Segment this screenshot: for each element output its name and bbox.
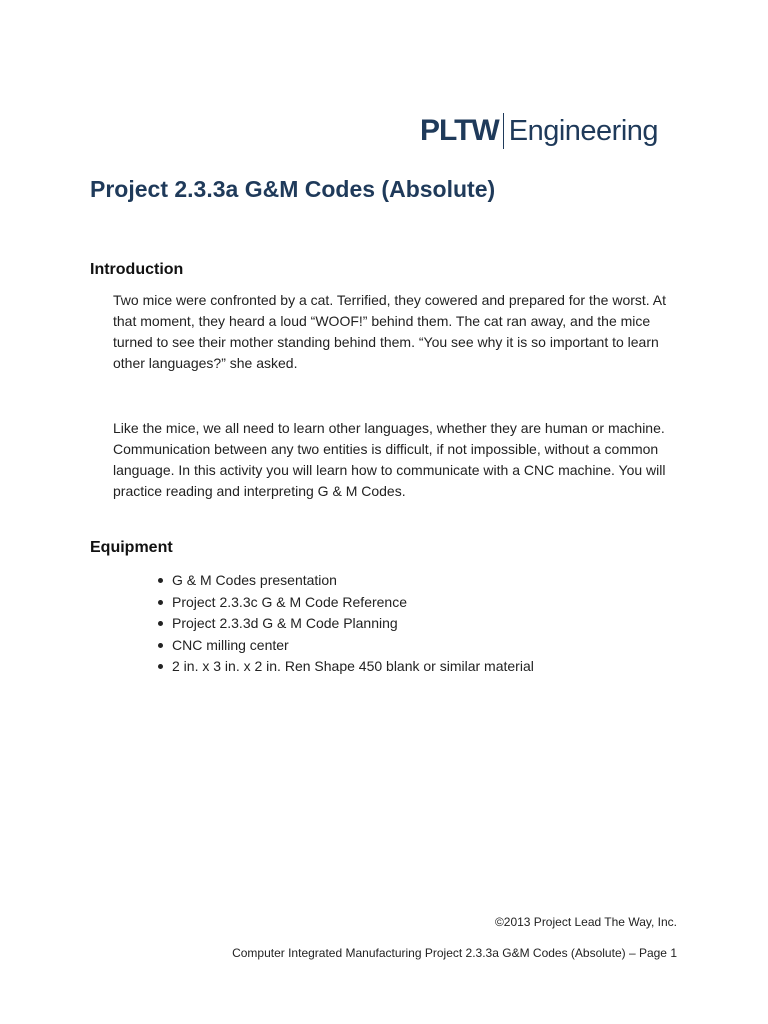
equipment-list: [155, 570, 534, 678]
equipment-heading: Equipment: [90, 539, 173, 556]
introduction-paragraph-2: Like the mice, we all need to learn other languages, whether they are human or machine. Communication between any two entities is difficult, if not impossible, without a common language. In this activity you will learn how to communicate with a CNC machine. You will practice reading and interpreting G & M Codes.: [113, 420, 666, 499]
logo-brand-text: PLTW: [420, 114, 499, 147]
page-footer: Computer Integrated Manufacturing Project 2.3.3a G&M Codes (Absolute) – Page 1: [232, 946, 677, 960]
equipment-list-item: 2 in. x 3 in. x 2 in. Ren Shape 450 blank or similar material: [155, 656, 534, 678]
logo-program-text: Engineering: [508, 115, 659, 147]
equipment-list-item: CNC milling center: [155, 635, 534, 657]
copyright-notice: ©2013 Project Lead The Way, Inc.: [494, 915, 677, 929]
equipment-list-item: G & M Codes presentation: [155, 570, 534, 592]
document-title: Project 2.3.3a G&M Codes (Absolute): [90, 176, 496, 202]
introduction-heading: Introduction: [90, 261, 184, 278]
pltw-engineering-logo: [420, 111, 658, 151]
equipment-list-item: Project 2.3.3d G & M Code Planning: [155, 613, 534, 635]
equipment-list-item: Project 2.3.3c G & M Code Reference: [155, 592, 534, 614]
logo-divider: [503, 113, 504, 149]
introduction-paragraph-1: Two mice were confronted by a cat. Terrified, they cowered and prepared for the worst. At that moment, they heard a loud “WOOF!” behind them. The cat ran away, and the mice turned to see their mother standing behind them. “You see why it is so important to learn other languages?” she asked.: [113, 292, 667, 371]
